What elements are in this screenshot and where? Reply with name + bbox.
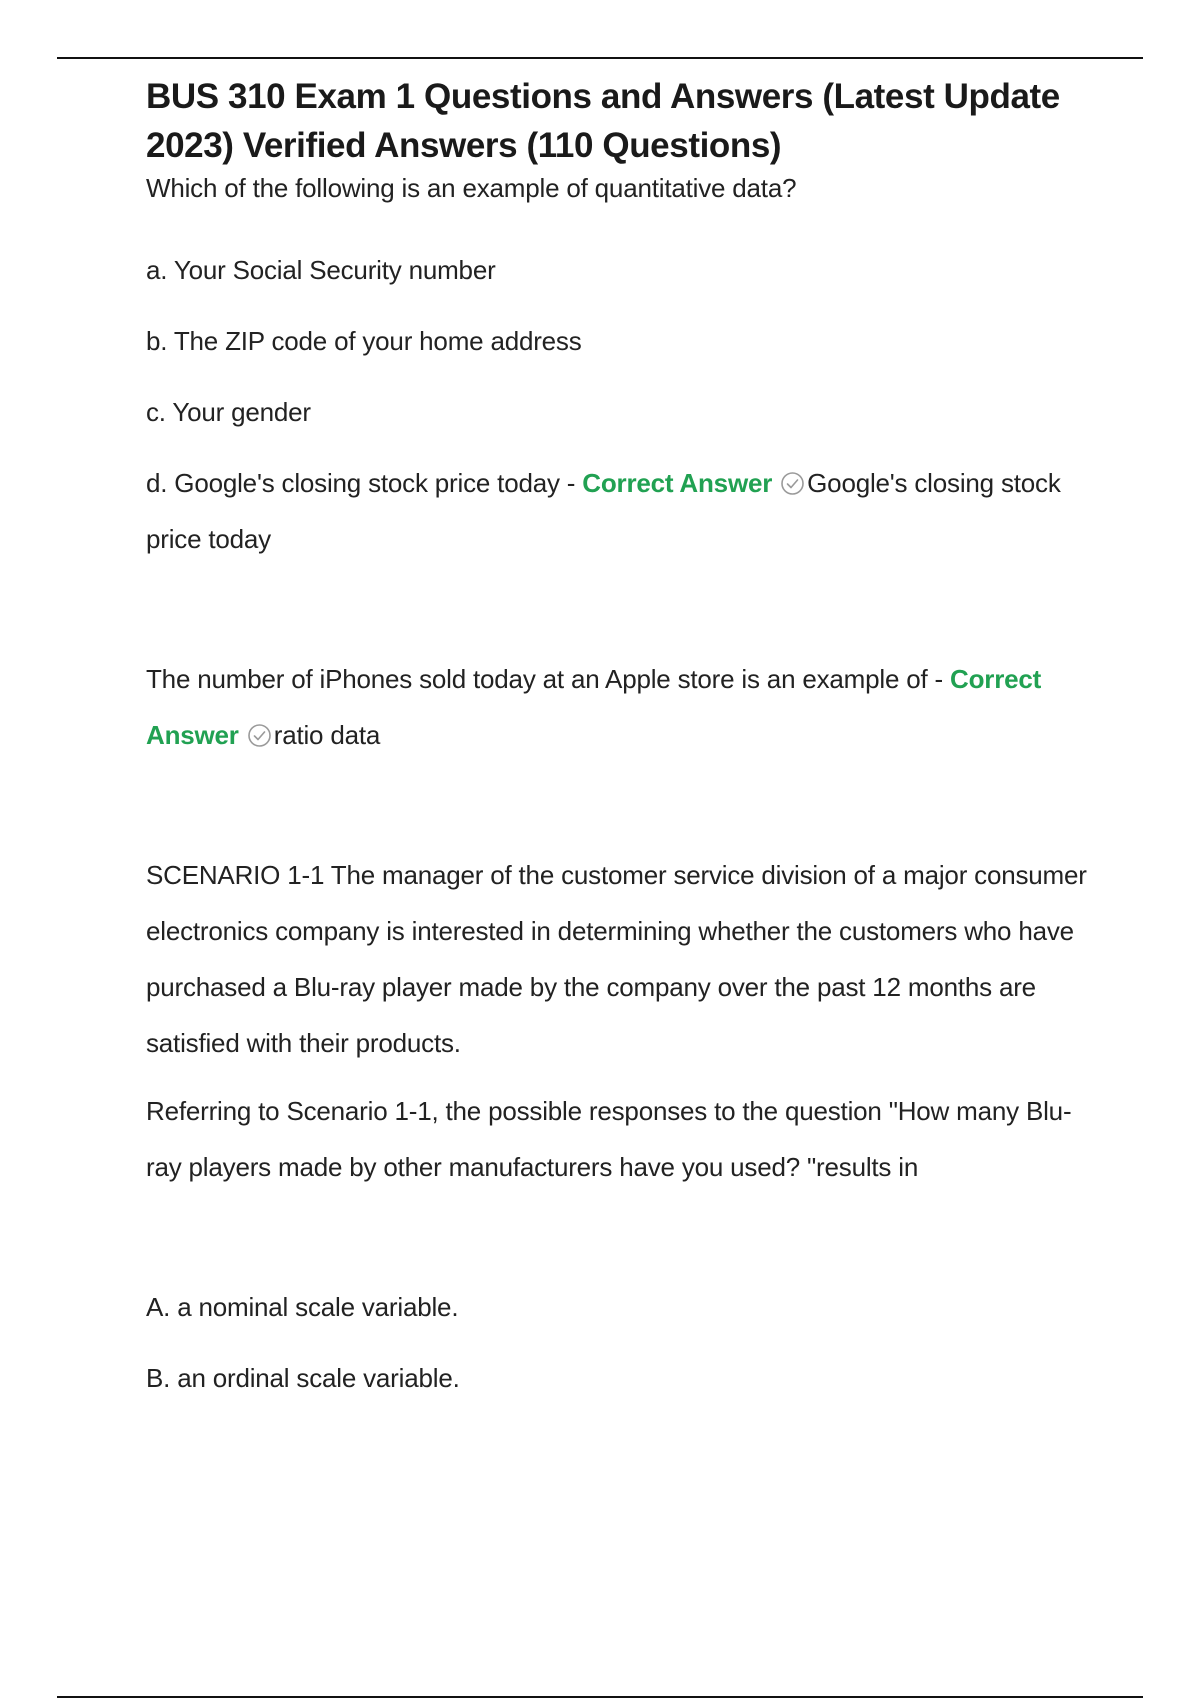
spacer <box>146 1071 1106 1083</box>
bottom-divider <box>57 1696 1143 1698</box>
question-2-text: The number of iPhones sold today at an Apple store is an example of - <box>146 664 951 694</box>
question-2-answer: ratio data <box>273 720 381 750</box>
check-circle-icon <box>780 471 805 496</box>
question-3-text: Referring to Scenario 1-1, the possible responses to the question "How many Blu-ray players made by other manufacturers have you used? "results in <box>146 1096 1072 1182</box>
question-1-option-b: b. The ZIP code of your home address <box>146 326 582 356</box>
spacer <box>146 567 1106 651</box>
question-1-answer: Google's closing stock price today <box>146 468 1061 554</box>
question-1-option-c: c. Your gender <box>146 397 311 427</box>
question-1-option-a: a. Your Social Security number <box>146 255 496 285</box>
document-body <box>146 72 1106 1421</box>
question-3-option-b: B. an ordinal scale variable. <box>146 1363 460 1393</box>
correct-answer-label: Correct Answer <box>582 468 773 498</box>
question-1-text: Which of the following is an example of quantitative data? <box>146 173 797 203</box>
top-divider <box>57 57 1143 59</box>
spacer <box>146 763 1106 847</box>
spacer <box>146 1195 1106 1279</box>
question-1-option-d-text: d. Google's closing stock price today - <box>146 468 583 498</box>
correct-answer-label: Correct Answer <box>146 664 1042 750</box>
check-circle-icon <box>247 723 272 748</box>
question-3-option-a: A. a nominal scale variable. <box>146 1292 459 1322</box>
question-2-block <box>146 651 1106 763</box>
question-1-option-d <box>146 455 1106 567</box>
scenario-1-1-text: SCENARIO 1-1 The manager of the customer service division of a major consumer electronics company is interested in determining whether the customers who have purchased a Blu-ray player made by the company over the past 12 months are satisfied with their products. <box>146 860 1087 1058</box>
document-title: BUS 310 Exam 1 Questions and Answers (Latest Update 2023) Verified Answers (110 Questions) <box>146 77 1060 165</box>
